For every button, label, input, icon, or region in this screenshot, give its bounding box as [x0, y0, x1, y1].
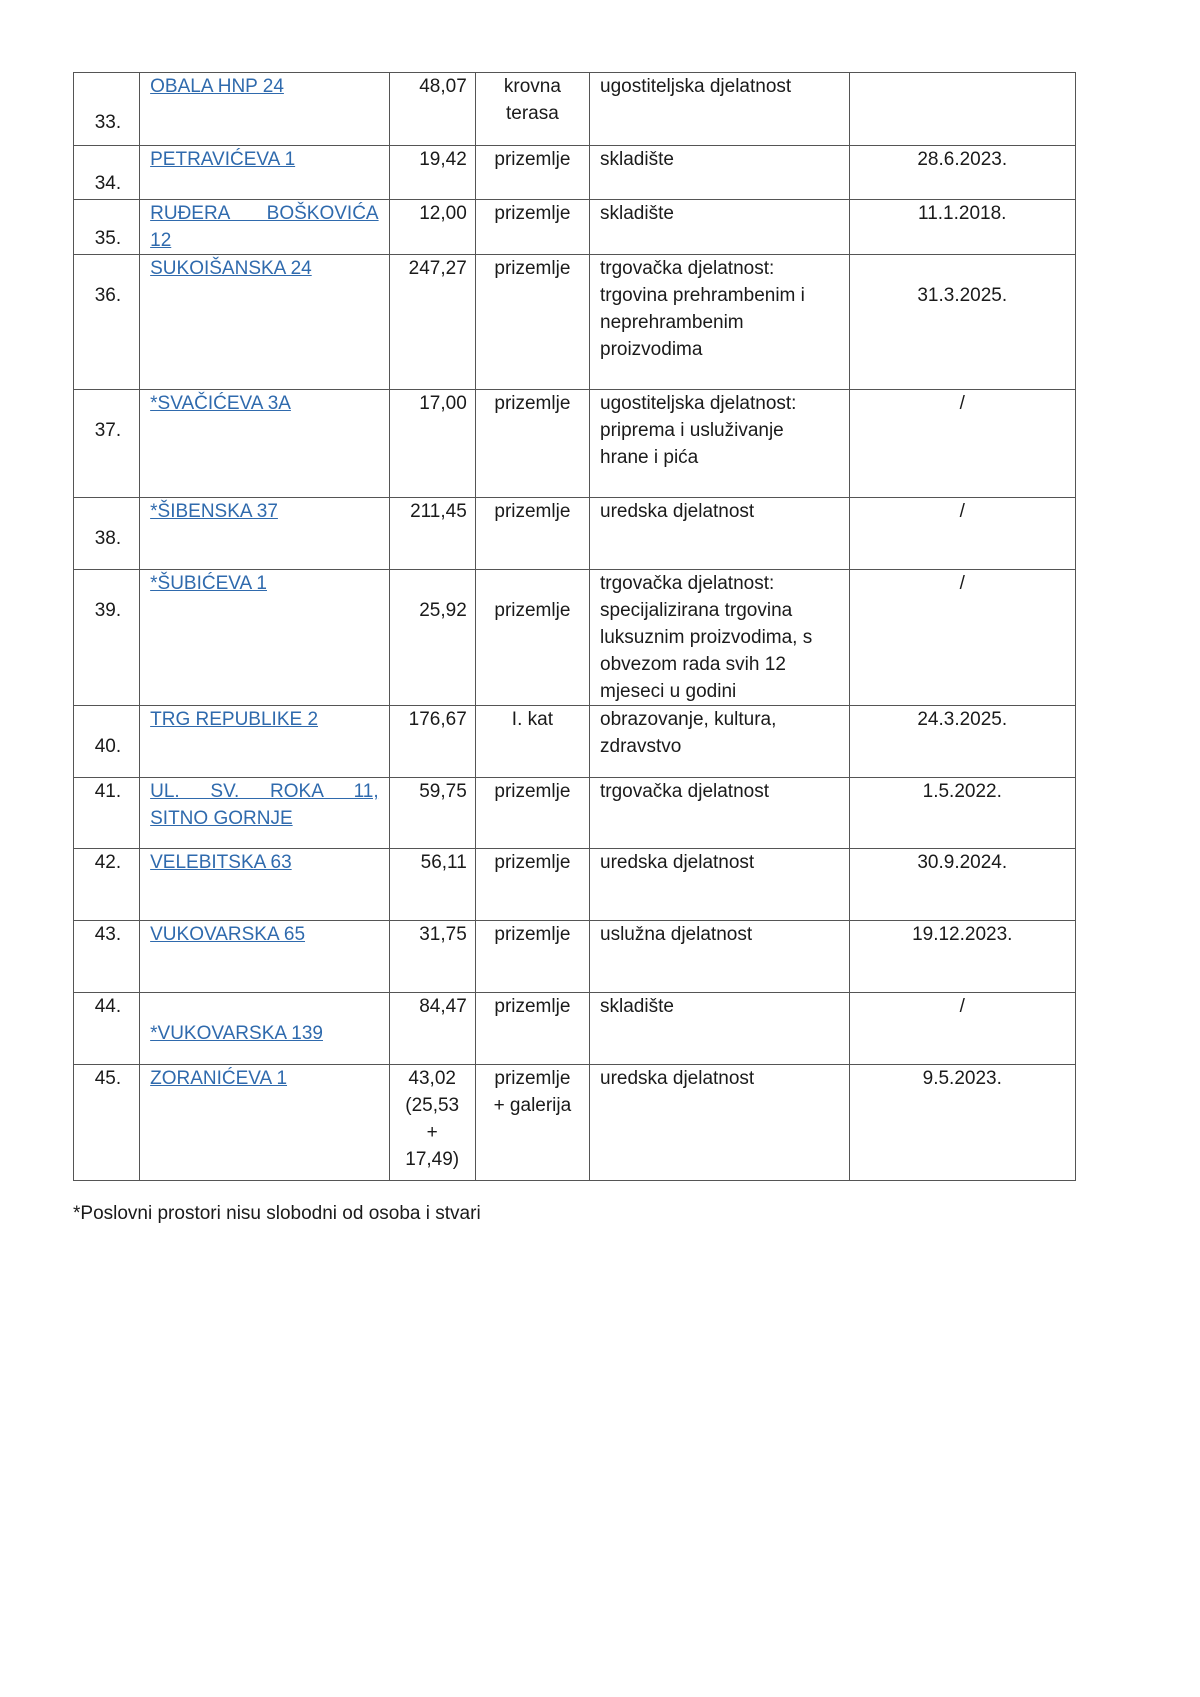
- address-link[interactable]: PETRAVIĆEVA 1: [150, 149, 296, 170]
- activity-cell: uslužna djelatnost: [590, 921, 850, 993]
- area-cell: 84,47: [389, 993, 475, 1065]
- address-cell: [140, 993, 389, 1065]
- activity-cell: ugostiteljska djelatnost: [590, 73, 850, 146]
- activity-cell: uredska djelatnost: [590, 498, 850, 570]
- activity-cell: uredska djelatnost: [590, 1065, 850, 1181]
- date-cell: 30.9.2024.: [849, 849, 1075, 921]
- floor-cell: prizemlje: [475, 993, 589, 1065]
- row-number: 41.: [74, 778, 140, 849]
- table-row: [74, 778, 1076, 849]
- table-row: [74, 200, 1076, 255]
- address-cell: [140, 73, 389, 146]
- activity-cell: skladište: [590, 200, 850, 255]
- floor-cell: prizemlje: [475, 849, 589, 921]
- table-row: [74, 1065, 1076, 1181]
- area-cell: 25,92: [389, 570, 475, 706]
- table-row: [74, 921, 1076, 993]
- row-number: 37.: [74, 390, 140, 498]
- address-cell: [140, 200, 389, 255]
- address-cell: [140, 390, 389, 498]
- area-cell: 56,11: [389, 849, 475, 921]
- address-link[interactable]: SUKOIŠANSKA 24: [150, 258, 312, 279]
- row-number: 40.: [74, 706, 140, 778]
- area-cell: 31,75: [389, 921, 475, 993]
- date-cell: 24.3.2025.: [849, 706, 1075, 778]
- address-cell: [140, 778, 389, 849]
- address-cell: [140, 1065, 389, 1181]
- address-cell: [140, 146, 389, 200]
- date-cell: /: [849, 570, 1075, 706]
- premises-table: [73, 72, 1076, 1181]
- row-number: 44.: [74, 993, 140, 1065]
- area-cell: 48,07: [389, 73, 475, 146]
- address-link[interactable]: VELEBITSKA 63: [150, 852, 292, 873]
- date-cell: [849, 73, 1075, 146]
- row-number: 39.: [74, 570, 140, 706]
- address-link[interactable]: VUKOVARSKA 65: [150, 924, 306, 945]
- activity-cell: skladište: [590, 146, 850, 200]
- area-cell: 12,00: [389, 200, 475, 255]
- address-link[interactable]: UL. SV. ROKA 11, SITNO GORNJE: [150, 781, 379, 829]
- address-link[interactable]: *ŠUBIĆEVA 1: [150, 573, 267, 594]
- floor-cell: prizemlje + galerija: [475, 1065, 589, 1181]
- floor-cell: prizemlje: [475, 200, 589, 255]
- address-link[interactable]: RUĐERA BOŠKOVIĆA 12: [150, 203, 379, 251]
- floor-cell: prizemlje: [475, 778, 589, 849]
- address-cell: [140, 921, 389, 993]
- date-cell: 11.1.2018.: [849, 200, 1075, 255]
- table-row: [74, 993, 1076, 1065]
- address-cell: [140, 570, 389, 706]
- floor-cell: prizemlje: [475, 498, 589, 570]
- date-cell: /: [849, 390, 1075, 498]
- address-link[interactable]: OBALA HNP 24: [150, 76, 284, 97]
- table-row: [74, 255, 1076, 390]
- floor-cell: prizemlje: [475, 146, 589, 200]
- area-cell: 17,00: [389, 390, 475, 498]
- row-number: 33.: [74, 73, 140, 146]
- row-number: 42.: [74, 849, 140, 921]
- table-row: [74, 390, 1076, 498]
- row-number: 38.: [74, 498, 140, 570]
- table-row: [74, 570, 1076, 706]
- activity-cell: uredska djelatnost: [590, 849, 850, 921]
- row-number: 45.: [74, 1065, 140, 1181]
- area-cell: 247,27: [389, 255, 475, 390]
- area-cell: 43,02 (25,53 + 17,49): [389, 1065, 475, 1181]
- row-number: 34.: [74, 146, 140, 200]
- row-number: 43.: [74, 921, 140, 993]
- address-cell: [140, 706, 389, 778]
- table-row: [74, 498, 1076, 570]
- date-cell: /: [849, 498, 1075, 570]
- address-link[interactable]: *SVAČIĆEVA 3A: [150, 393, 291, 414]
- address-link[interactable]: *VUKOVARSKA 139: [150, 1023, 323, 1044]
- footnote: *Poslovni prostori nisu slobodni od osoba i stvari: [73, 1203, 481, 1224]
- address-cell: [140, 498, 389, 570]
- date-cell: 9.5.2023.: [849, 1065, 1075, 1181]
- floor-cell: krovna terasa: [475, 73, 589, 146]
- address-cell: [140, 255, 389, 390]
- activity-cell: skladište: [590, 993, 850, 1065]
- area-cell: 211,45: [389, 498, 475, 570]
- date-cell: 19.12.2023.: [849, 921, 1075, 993]
- area-cell: 19,42: [389, 146, 475, 200]
- floor-cell: prizemlje: [475, 255, 589, 390]
- area-cell: 59,75: [389, 778, 475, 849]
- address-link[interactable]: *ŠIBENSKA 37: [150, 501, 278, 522]
- date-cell: 31.3.2025.: [849, 255, 1075, 390]
- activity-cell: trgovačka djelatnost: [590, 778, 850, 849]
- table-row: [74, 146, 1076, 200]
- activity-cell: trgovačka djelatnost: specijalizirana trgovina luksuznim proizvodima, s obvezom rada svih 12 mjeseci u godini: [590, 570, 850, 706]
- address-cell: [140, 849, 389, 921]
- floor-cell: prizemlje: [475, 921, 589, 993]
- activity-cell: ugostiteljska djelatnost: priprema i usluživanje hrane i pića: [590, 390, 850, 498]
- table-row: [74, 849, 1076, 921]
- activity-cell: trgovačka djelatnost: trgovina prehrambenim i neprehrambenim proizvodima: [590, 255, 850, 390]
- date-cell: 1.5.2022.: [849, 778, 1075, 849]
- date-cell: /: [849, 993, 1075, 1065]
- address-link[interactable]: TRG REPUBLIKE 2: [150, 709, 319, 730]
- date-cell: 28.6.2023.: [849, 146, 1075, 200]
- address-link[interactable]: ZORANIĆEVA 1: [150, 1068, 288, 1089]
- area-cell: 176,67: [389, 706, 475, 778]
- floor-cell: prizemlje: [475, 570, 589, 706]
- floor-cell: I. kat: [475, 706, 589, 778]
- row-number: 35.: [74, 200, 140, 255]
- table-row: [74, 73, 1076, 146]
- floor-cell: prizemlje: [475, 390, 589, 498]
- activity-cell: obrazovanje, kultura, zdravstvo: [590, 706, 850, 778]
- table-row: [74, 706, 1076, 778]
- row-number: 36.: [74, 255, 140, 390]
